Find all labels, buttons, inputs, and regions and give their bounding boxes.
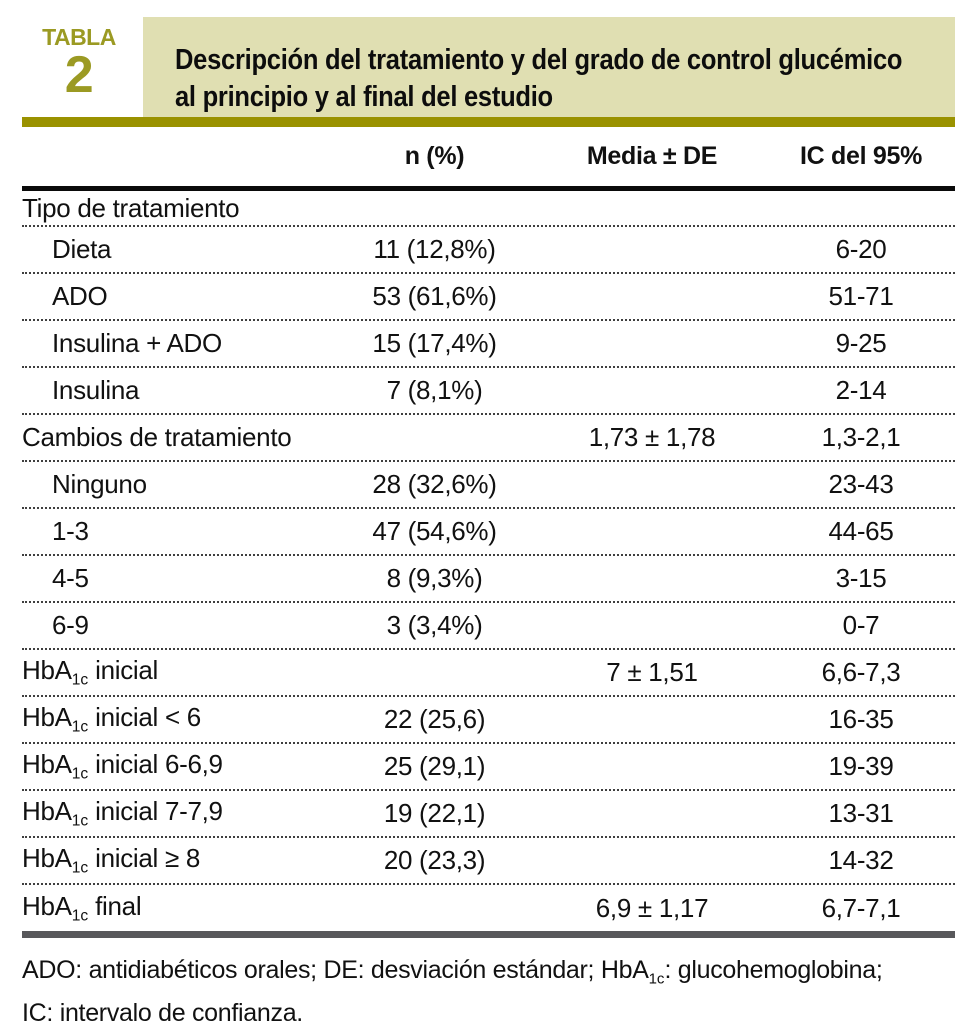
subscript: 1c [71, 718, 89, 736]
row-label: Insulina [52, 375, 140, 405]
row-label: HbA$_{1c}$ inicial ≥ 8 [22, 843, 200, 877]
cell-n: 53 (61,6%) [372, 281, 497, 311]
footnote-line1: ADO: antidiabéticos orales; DE: desviación estándar; HbA$_{1c}$: glucohemoglobina; [22, 956, 883, 988]
cell-n: 11 (12,8%) [373, 234, 496, 264]
row-label: Dieta [52, 234, 112, 264]
row-label: 6-9 [52, 610, 89, 640]
table-tag-number: 2 [64, 46, 94, 104]
title-band [143, 17, 955, 117]
cell-ic: 23-43 [828, 469, 894, 499]
table-row [22, 650, 955, 697]
table-row [22, 791, 955, 838]
row-label: Ninguno [52, 469, 147, 499]
row-label: Tipo de tratamiento [22, 192, 240, 223]
cell-ic: 0-7 [842, 610, 880, 640]
cell-ic: 14-32 [828, 845, 894, 875]
cell-n: 19 (22,1) [383, 798, 486, 828]
column-header-n: n (%) [404, 142, 465, 170]
row-label: 1-3 [52, 516, 89, 546]
cell-ic: 6-20 [835, 234, 887, 264]
table-row [22, 556, 955, 603]
table-title-line1: Descripción del tratamiento y del grado de control glucémico [175, 44, 903, 76]
cell-media: 6,9 ± 1,17 [595, 893, 709, 923]
cell-n: 22 (25,6) [383, 704, 486, 734]
cell-n: 15 (17,4%) [372, 328, 497, 358]
cell-n: 20 (23,3) [383, 845, 486, 875]
table-row [22, 274, 955, 321]
cell-ic: 16-35 [828, 704, 894, 734]
subscript: 1c [71, 907, 89, 925]
cell-media: 1,73 ± 1,78 [588, 422, 716, 452]
table-row [22, 697, 955, 744]
table-row [22, 415, 955, 462]
cell-n: 7 (8,1%) [386, 375, 483, 405]
row-label: HbA$_{1c}$ inicial < 6 [22, 702, 201, 736]
cell-n: 47 (54,6%) [372, 516, 497, 546]
table-row [22, 838, 955, 885]
row-label: HbA$_{1c}$ inicial [22, 655, 159, 689]
table-tag [22, 24, 136, 104]
cell-ic: 6,6-7,3 [821, 657, 901, 687]
subscript: 1c [71, 812, 89, 830]
row-label: ADO [52, 281, 108, 311]
table-row [22, 368, 955, 415]
cell-n: 28 (32,6%) [372, 469, 497, 499]
cell-ic: 51-71 [828, 281, 894, 311]
table-row [22, 509, 955, 556]
cell-n: 3 (3,4%) [386, 610, 483, 640]
cell-ic: 2-14 [835, 375, 887, 405]
cell-ic: 44-65 [828, 516, 894, 546]
table-tag-label: TABLA [42, 24, 116, 50]
table-body [22, 186, 955, 932]
table-row [22, 744, 955, 791]
row-label: HbA$_{1c}$ final [22, 891, 142, 925]
table-title-line2: al principio y al final del estudio [175, 81, 553, 113]
subscript: 1c [71, 671, 89, 689]
row-label: 4-5 [52, 563, 89, 593]
row-label: HbA$_{1c}$ inicial 6-6,9 [22, 749, 223, 783]
footnote [22, 953, 955, 1030]
table-row [22, 321, 955, 368]
table-row [22, 227, 955, 274]
cell-n: 25 (29,1) [383, 751, 486, 781]
subscript: 1c [648, 970, 665, 988]
cell-ic: 19-39 [828, 751, 894, 781]
row-label: HbA$_{1c}$ inicial 7-7,9 [22, 796, 223, 830]
cell-ic: 6,7-7,1 [821, 893, 901, 923]
column-header-ic: IC del 95% [799, 142, 923, 170]
row-label: Cambios de tratamiento [22, 422, 292, 452]
footnote-line2: IC: intervalo de confianza. [22, 999, 303, 1028]
subscript: 1c [71, 765, 89, 783]
header-rule [22, 117, 955, 127]
cell-ic: 3-15 [835, 563, 887, 593]
cell-ic: 13-31 [828, 798, 894, 828]
column-header-media: Media ± DE [586, 142, 718, 170]
bottom-rule [22, 931, 955, 938]
cell-n: 8 (9,3%) [386, 563, 483, 593]
column-headers [22, 127, 955, 186]
table-row [22, 885, 955, 932]
cell-media: 7 ± 1,51 [606, 657, 698, 687]
subscript: 1c [71, 859, 89, 877]
row-label: Insulina + ADO [52, 328, 222, 358]
table-row [22, 191, 955, 227]
table-title [175, 42, 902, 116]
table-row [22, 603, 955, 650]
cell-ic: 1,3-2,1 [821, 422, 901, 452]
table-row [22, 462, 955, 509]
cell-ic: 9-25 [835, 328, 887, 358]
